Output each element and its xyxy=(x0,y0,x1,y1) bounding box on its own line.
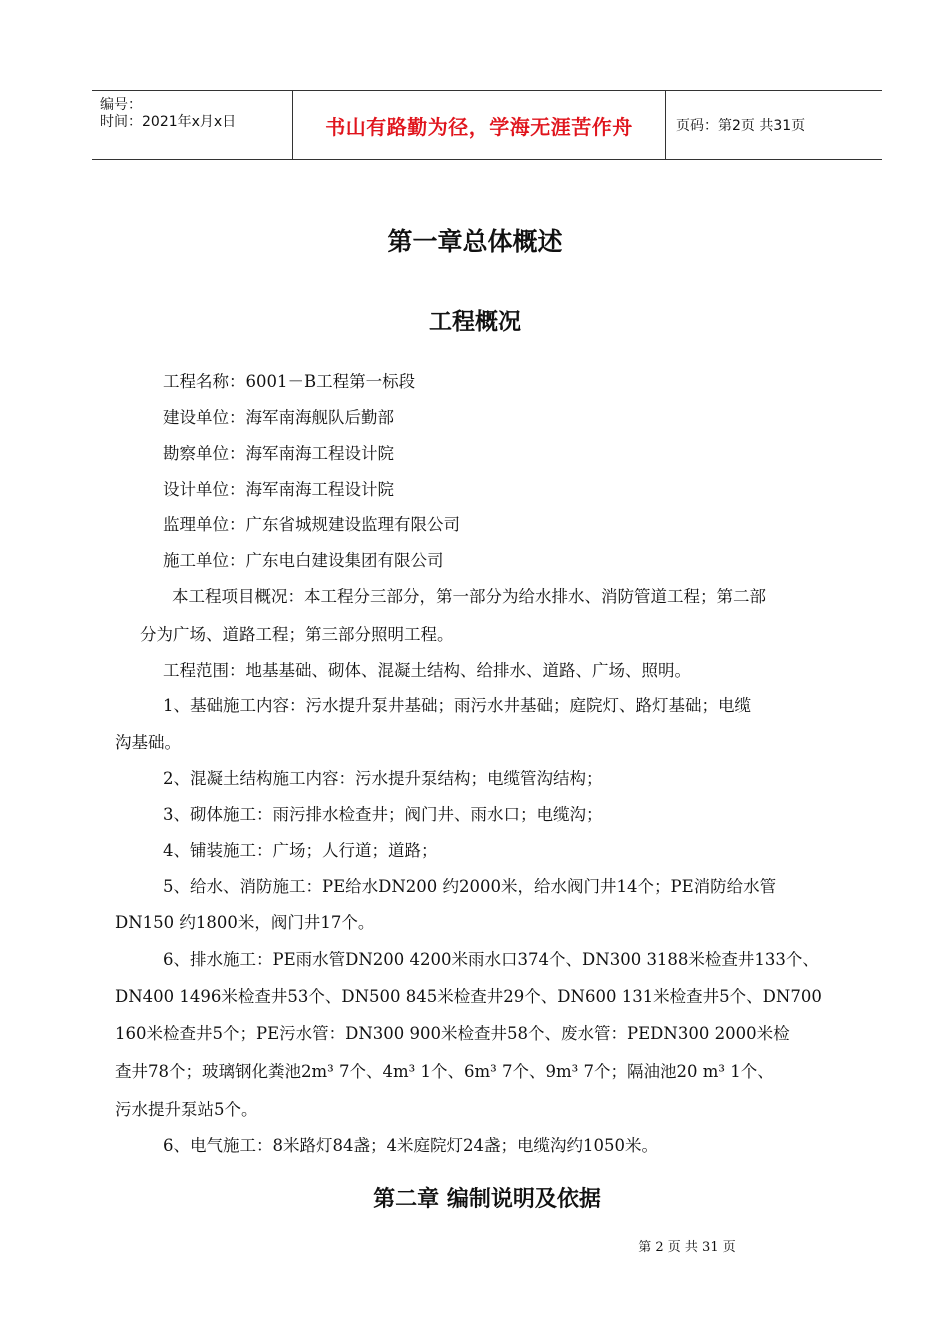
section-title-project-overview: 工程概况 xyxy=(429,309,521,335)
header-meta-cell xyxy=(92,91,293,159)
item6-line1: 6、排水施工：PE雨水管DN200 4200米雨水口374个、DN300 3188米检查井133个、 xyxy=(163,950,819,969)
item2-line: 2、混凝土结构施工内容：污水提升泵结构；电缆管沟结构； xyxy=(163,769,603,788)
header-page-cell xyxy=(666,91,882,159)
item6-line3: 160米检查井5个；PE污水管：DN300 900米检查井58个、废水管：PEDN300 2000米检 xyxy=(115,1024,790,1043)
item5-line1: 5、给水、消防施工：PE给水DN200 约2000米，给水阀门井14个；PE消防给水管 xyxy=(163,877,777,896)
construction-unit-line: 施工单位：广东电白建设集团有限公司 xyxy=(163,551,444,570)
item6-line5: 污水提升泵站5个。 xyxy=(115,1100,258,1119)
header-motto-cell xyxy=(293,91,666,159)
overview-paragraph-line2: 分为广场、道路工程；第三部分照明工程。 xyxy=(140,625,454,644)
design-unit-line: 设计单位：海军南海工程设计院 xyxy=(163,480,394,499)
item1-line1: 1、基础施工内容：污水提升泵井基础；雨污水井基础；庭院灯、路灯基础；电缆 xyxy=(163,696,751,715)
item6-line4: 查井78个；玻璃钢化粪池2m³ 7个、4m³ 1个、6m³ 7个、9m³ 7个；隔油池20 m³ 1个、 xyxy=(115,1062,774,1081)
item4-line: 4、铺装施工：广场；人行道；道路； xyxy=(163,841,438,860)
item5-line2: DN150 约1800米，阀门井17个。 xyxy=(115,913,375,932)
survey-unit-line: 勘察单位：海军南海工程设计院 xyxy=(163,444,394,463)
page-header xyxy=(92,90,882,160)
project-name-line: 工程名称：6001－B工程第一标段 xyxy=(163,372,416,391)
document-number-label: 编号： xyxy=(100,97,142,113)
overview-paragraph-line1: 本工程项目概况：本工程分三部分，第一部分为给水排水、消防管道工程；第二部 xyxy=(172,587,766,606)
page-footer: 第 2 页 共 31 页 xyxy=(638,1240,736,1255)
item6-line2: DN400 1496米检查井53个、DN500 845米检查井29个、DN600 131米检查井5个、DN700 xyxy=(115,987,822,1006)
owner-unit-line: 建设单位：海军南海舰队后勤部 xyxy=(163,408,394,427)
document-time-label: 时间：2021年x月x日 xyxy=(100,114,237,130)
scope-line: 工程范围：地基基础、砌体、混凝土结构、给排水、道路、广场、照明。 xyxy=(163,661,691,680)
item-electrical-line: 6、电气施工：8米路灯84盏；4米庭院灯24盏；电缆沟约1050米。 xyxy=(163,1136,658,1155)
item1-line2: 沟基础。 xyxy=(115,733,181,752)
header-motto: 书山有路勤为径，学海无涯苦作舟 xyxy=(325,114,633,139)
supervision-unit-line: 监理单位：广东省城规建设监理有限公司 xyxy=(163,515,460,534)
item3-line: 3、砌体施工：雨污排水检查井；阀门井、雨水口；电缆沟； xyxy=(163,805,603,824)
chapter-two-title: 第二章 编制说明及依据 xyxy=(373,1187,601,1212)
header-page-number: 页码：第2页 共31页 xyxy=(676,118,806,134)
chapter-one-title: 第一章总体概述 xyxy=(387,227,563,256)
